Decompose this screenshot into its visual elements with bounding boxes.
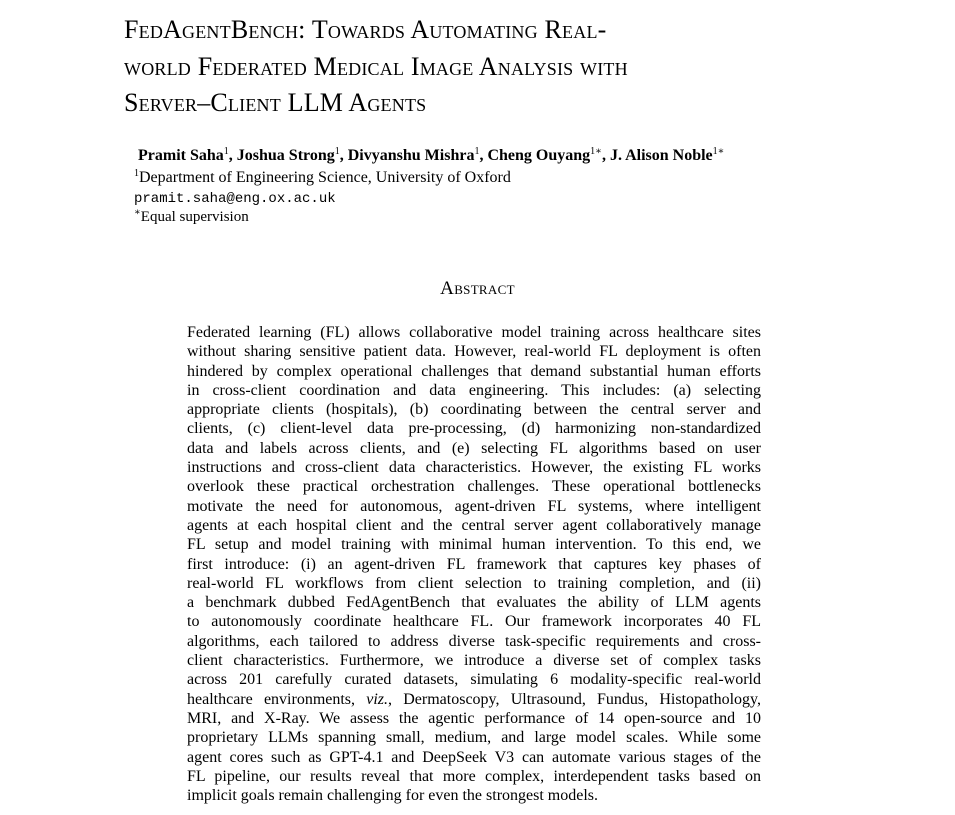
abstract-line: data and labels across clients, and (e) selecting FL algorithms based on user: [187, 439, 761, 457]
affiliation-text: Department of Engineering Science, University of Oxford: [139, 169, 511, 186]
author-email: pramit.saha@eng.ox.ac.uk: [134, 191, 336, 207]
author-affiliation-mark: 1: [223, 146, 229, 157]
paper-title: [124, 12, 864, 122]
abstract-line: in cross-client coordination and data engineering. This includes: (a) selecting: [187, 381, 761, 399]
title-line: Server–Client LLM Agents: [124, 88, 427, 117]
abstract-line: hindered by complex operational challenges that demand substantial human efforts: [187, 362, 761, 380]
abstract-line: motivate the need for autonomous, agent-driven FL systems, where intelligent: [187, 497, 761, 515]
abstract-heading: Abstract: [440, 278, 515, 299]
abstract-line: across 201 carefully curated datasets, simulating 6 modality-specific real-world: [187, 671, 761, 689]
author-affiliation-mark: 1∗: [712, 146, 725, 157]
title-line: world Federated Medical Image Analysis with: [124, 51, 628, 81]
abstract-line: first introduce: (i) an agent-driven FL framework that captures key phases of: [187, 555, 761, 573]
equal-supervision-note: [134, 209, 249, 226]
abstract-line: FL pipeline, our results reveal that more complex, interdependent tasks based on: [187, 767, 761, 785]
author-name: Pramit Saha: [138, 147, 224, 164]
author-list: Pramit Saha$^1$, Joshua Strong$^1$, Divyanshu Mishra$^1$, Cheng Ouyang$^{1∗}$, J. Alison Noble$^{1∗}$: [138, 146, 725, 164]
abstract-line: real-world FL workflows from client selection to training completion, and (ii): [187, 574, 761, 592]
abstract-line: agents at each hospital client and the central server agent collaboratively manage: [187, 516, 761, 534]
author-affiliation-mark: 1∗: [590, 146, 602, 157]
affiliation-mark: 1: [134, 168, 139, 179]
author-name: Cheng Ouyang: [487, 147, 591, 164]
abstract-line: overlook these practical orchestration challenges. These operational bottlenecks: [187, 478, 761, 496]
author-affiliation-mark: 1: [474, 146, 480, 157]
abstract-line: a benchmark dubbed FedAgentBench that evaluates the ability of LLM agents: [187, 594, 761, 612]
author-name: J. Alison Noble: [609, 147, 713, 164]
abstract-line: implicit goals remain challenging for even the strongest models.: [187, 787, 599, 805]
abstract-line: algorithms, each tailored to address diverse task-specific requirements and cross-: [187, 632, 761, 650]
abstract-line: FL setup and model training with minimal human intervention. To this end, we: [187, 536, 761, 554]
note-mark: ∗: [134, 207, 141, 218]
abstract-line: client characteristics. Furthermore, we introduce a diverse set of complex tasks: [187, 652, 761, 670]
abstract-line: agent cores such as GPT-4.1 and DeepSeek V3 can automate various stages of the: [187, 748, 761, 766]
abstract-line: instructions and cross-client data characteristics. However, the existing FL works: [187, 459, 761, 477]
abstract-emphasis: viz.: [366, 690, 389, 708]
abstract-line: clients, (c) client-level data pre-processing, (d) harmonizing non-standardized: [187, 420, 761, 438]
abstract-line: to autonomously coordinate healthcare FL. Our framework incorporates 40 FL: [187, 613, 761, 631]
title-line: FedAgentBench: Towards Automating Real-: [124, 15, 607, 44]
abstract-line: Federated learning (FL) allows collaborative model training across healthcare sites: [187, 324, 761, 341]
abstract-line: without sharing sensitive patient data. However, real-world FL deployment is often: [187, 343, 761, 361]
abstract-line: MRI, and X-Ray. We assess the agentic performance of 14 open-source and 10: [187, 709, 761, 727]
author-name: Divyanshu Mishra: [347, 147, 475, 164]
abstract-line: appropriate clients (hospitals), (b) coordinating between the central server and: [187, 401, 761, 419]
abstract-line: proprietary LLMs spanning small, medium, and large model scales. While some: [187, 729, 761, 747]
abstract-line: healthcare environments, viz., Dermatoscopy, Ultrasound, Fundus, Histopathology,: [187, 690, 761, 708]
author-name: Joshua Strong: [236, 147, 335, 164]
author-affiliation-mark: 1: [334, 146, 340, 157]
affiliation: [134, 169, 511, 187]
note-text: Equal supervision: [140, 209, 249, 225]
abstract-body: [187, 323, 761, 805]
